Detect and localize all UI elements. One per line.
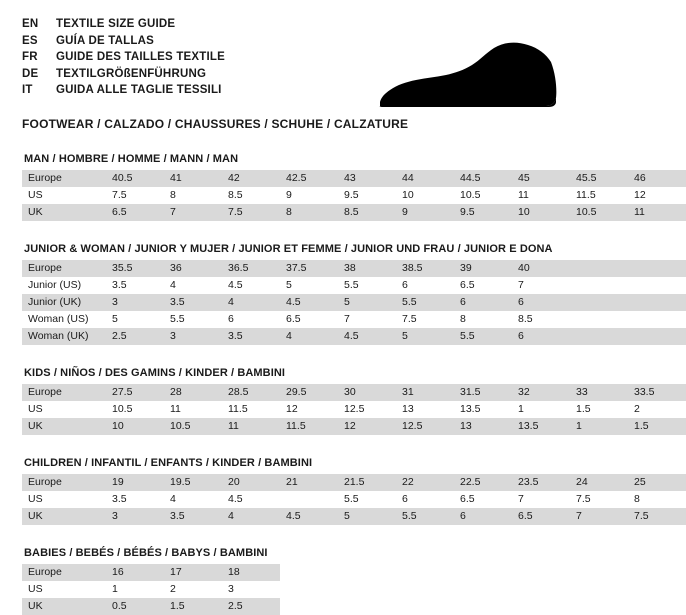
- cell: 6: [512, 294, 570, 311]
- section-title: KIDS / NIÑOS / DES GAMINS / KINDER / BAMBINI: [24, 366, 286, 379]
- cell: 4: [222, 294, 280, 311]
- language-row: [22, 49, 225, 66]
- cell: 5.5: [396, 294, 454, 311]
- cell: 37.5: [280, 260, 338, 277]
- cell: 6.5: [454, 277, 512, 294]
- cell: 28: [164, 384, 222, 401]
- cell: 21: [280, 474, 338, 491]
- cell: 11: [222, 418, 280, 435]
- table-row: [22, 260, 686, 277]
- cell: 42: [222, 170, 280, 187]
- cell: [570, 260, 628, 277]
- cell: 4: [222, 508, 280, 525]
- cell: 32: [512, 384, 570, 401]
- section-babies: [22, 547, 578, 615]
- cell: 22.5: [454, 474, 512, 491]
- row-label: US: [22, 581, 106, 598]
- cell: 7.5: [222, 204, 280, 221]
- cell: 5.5: [338, 277, 396, 294]
- cell: 46: [628, 170, 686, 187]
- table-row: [22, 277, 686, 294]
- cell: [628, 294, 686, 311]
- cell: 6: [512, 328, 570, 345]
- cell: 2: [164, 581, 222, 598]
- cell: 19: [106, 474, 164, 491]
- size-table-man: [22, 170, 686, 221]
- section-title: CHILDREN / INFANTIL / ENFANTS / KINDER / BAMBINI: [24, 456, 313, 469]
- language-title: TEXTILGRÖßENFÜHRUNG: [56, 67, 207, 80]
- cell: 19.5: [164, 474, 222, 491]
- cell: 6.5: [512, 508, 570, 525]
- cell: 1: [106, 581, 164, 598]
- cell: 4: [280, 328, 338, 345]
- table-row: [22, 508, 686, 525]
- cell: 0.5: [106, 598, 164, 615]
- table-row: [22, 384, 686, 401]
- row-label: UK: [22, 418, 106, 435]
- cell: 44.5: [454, 170, 512, 187]
- cell: 13: [454, 418, 512, 435]
- cell: 44: [396, 170, 454, 187]
- cell: 9.5: [338, 187, 396, 204]
- row-label: Europe: [22, 260, 106, 277]
- cell: 40: [512, 260, 570, 277]
- cell: 4.5: [222, 277, 280, 294]
- size-table-junior-woman: [22, 260, 686, 345]
- cell: 5.5: [454, 328, 512, 345]
- section-title: BABIES / BEBÉS / BÉBÉS / BABYS / BAMBINI: [24, 546, 268, 559]
- cell: 10: [106, 418, 164, 435]
- cell: 9: [280, 187, 338, 204]
- cell: 40.5: [106, 170, 164, 187]
- table-row: [22, 598, 280, 615]
- section-children: [22, 456, 649, 525]
- language-code: FR: [22, 51, 38, 63]
- cell: 29.5: [280, 384, 338, 401]
- cell: 45.5: [570, 170, 628, 187]
- cell: 13.5: [512, 418, 570, 435]
- row-label: US: [22, 491, 106, 508]
- cell: [280, 491, 338, 508]
- cell: 3: [106, 294, 164, 311]
- cell: 41: [164, 170, 222, 187]
- cell: 11.5: [570, 187, 628, 204]
- cell: 21.5: [338, 474, 396, 491]
- cell: 6: [396, 491, 454, 508]
- cell: 8.5: [338, 204, 396, 221]
- cell: 4.5: [222, 491, 280, 508]
- cell: 6.5: [280, 311, 338, 328]
- section-man: [22, 152, 646, 221]
- cell: 13.5: [454, 401, 512, 418]
- language-row: [22, 82, 225, 99]
- table-row: [22, 311, 686, 328]
- cell: 13: [396, 401, 454, 418]
- cell: 22: [396, 474, 454, 491]
- table-row: [22, 204, 686, 221]
- cell: 6: [454, 294, 512, 311]
- table-row: [22, 564, 280, 581]
- language-title-list: [22, 16, 225, 99]
- cell: 1.5: [628, 418, 686, 435]
- cell: 17: [164, 564, 222, 581]
- section-title: JUNIOR & WOMAN / JUNIOR Y MUJER / JUNIOR ET FEMME / JUNIOR UND FRAU / JUNIOR E DONA: [24, 242, 553, 255]
- language-code: ES: [22, 34, 38, 47]
- table-row: [22, 474, 686, 491]
- dress-shoe-icon: [370, 32, 560, 112]
- language-code: EN: [22, 18, 39, 30]
- row-label: Europe: [22, 384, 106, 401]
- cell: 6: [396, 277, 454, 294]
- cell: 6.5: [454, 491, 512, 508]
- table-row: [22, 491, 686, 508]
- cell: 27.5: [106, 384, 164, 401]
- cell: 10.5: [570, 204, 628, 221]
- cell: 28.5: [222, 384, 280, 401]
- table-row: [22, 328, 686, 345]
- cell: 39: [454, 260, 512, 277]
- language-title: TEXTILE SIZE GUIDE: [56, 18, 176, 30]
- cell: 7: [164, 204, 222, 221]
- size-table-children: [22, 474, 686, 525]
- cell: 2.5: [106, 328, 164, 345]
- cell: 3.5: [106, 491, 164, 508]
- table-row: [22, 581, 280, 598]
- cell: 5: [396, 328, 454, 345]
- cell: 6: [222, 311, 280, 328]
- cell: 3: [106, 508, 164, 525]
- cell: 23.5: [512, 474, 570, 491]
- row-label: Europe: [22, 474, 106, 491]
- cell: 7: [570, 508, 628, 525]
- cell: 5: [338, 508, 396, 525]
- row-label: US: [22, 401, 106, 418]
- cell: 38.5: [396, 260, 454, 277]
- cell: 8: [280, 204, 338, 221]
- cell: 7: [338, 311, 396, 328]
- cell: 12: [280, 401, 338, 418]
- cell: 8: [454, 311, 512, 328]
- language-title: GUIDE DES TAILLES TEXTILE: [56, 51, 225, 63]
- section-junior-woman: [22, 243, 578, 345]
- cell: 1.5: [570, 401, 628, 418]
- cell: 5: [338, 294, 396, 311]
- cell: 3.5: [222, 328, 280, 345]
- row-label: Woman (US): [22, 311, 106, 328]
- row-label: UK: [22, 204, 106, 221]
- cell: 9: [396, 204, 454, 221]
- cell: 12.5: [338, 401, 396, 418]
- cell: 45: [512, 170, 570, 187]
- cell: 5.5: [338, 491, 396, 508]
- table-row: [22, 418, 686, 435]
- cell: 33: [570, 384, 628, 401]
- cell: 3.5: [106, 277, 164, 294]
- cell: 4: [164, 277, 222, 294]
- cell: 8: [628, 491, 686, 508]
- table-row: [22, 294, 686, 311]
- language-row: [22, 16, 225, 33]
- row-label: Woman (UK): [22, 328, 106, 345]
- cell: 7.5: [106, 187, 164, 204]
- cell: 8.5: [222, 187, 280, 204]
- cell: 3.5: [164, 294, 222, 311]
- cell: 1: [570, 418, 628, 435]
- cell: [570, 277, 628, 294]
- cell: 11: [512, 187, 570, 204]
- row-label: Europe: [22, 170, 106, 187]
- size-table-kids: [22, 384, 686, 435]
- row-label: Junior (US): [22, 277, 106, 294]
- cell: 3.5: [164, 508, 222, 525]
- cell: 8: [164, 187, 222, 204]
- cell: [628, 277, 686, 294]
- cell: 5.5: [396, 508, 454, 525]
- category-line: FOOTWEAR / CALZADO / CHAUSSURES / SCHUHE / CALZATURE: [22, 116, 409, 131]
- cell: 33.5: [628, 384, 686, 401]
- cell: 7: [512, 277, 570, 294]
- row-label: Junior (UK): [22, 294, 106, 311]
- cell: 25: [628, 474, 686, 491]
- row-label: UK: [22, 598, 106, 615]
- cell: 4: [164, 491, 222, 508]
- row-label: Europe: [22, 564, 106, 581]
- cell: 11: [628, 204, 686, 221]
- cell: 9.5: [454, 204, 512, 221]
- cell: 7: [512, 491, 570, 508]
- cell: 1.5: [164, 598, 222, 615]
- cell: 4.5: [280, 508, 338, 525]
- cell: 5: [106, 311, 164, 328]
- table-row: [22, 170, 686, 187]
- cell: 5.5: [164, 311, 222, 328]
- cell: 2.5: [222, 598, 280, 615]
- cell: 7.5: [570, 491, 628, 508]
- cell: [628, 328, 686, 345]
- cell: 24: [570, 474, 628, 491]
- cell: 43: [338, 170, 396, 187]
- cell: 12: [338, 418, 396, 435]
- cell: 36.5: [222, 260, 280, 277]
- cell: 36: [164, 260, 222, 277]
- cell: 11.5: [280, 418, 338, 435]
- cell: 3: [164, 328, 222, 345]
- language-title: GUIDA ALLE TAGLIE TESSILI: [56, 84, 222, 96]
- language-code: DE: [22, 67, 39, 80]
- cell: 18: [222, 564, 280, 581]
- cell: [628, 311, 686, 328]
- cell: 10.5: [164, 418, 222, 435]
- cell: 6.5: [106, 204, 164, 221]
- cell: 3: [222, 581, 280, 598]
- language-code: IT: [22, 84, 33, 96]
- cell: 31: [396, 384, 454, 401]
- cell: 30: [338, 384, 396, 401]
- cell: [570, 294, 628, 311]
- cell: 12.5: [396, 418, 454, 435]
- cell: 10.5: [106, 401, 164, 418]
- cell: 1: [512, 401, 570, 418]
- cell: 7.5: [396, 311, 454, 328]
- cell: [570, 311, 628, 328]
- cell: 11: [164, 401, 222, 418]
- cell: 16: [106, 564, 164, 581]
- cell: [570, 328, 628, 345]
- cell: 10: [512, 204, 570, 221]
- cell: 12: [628, 187, 686, 204]
- section-title: MAN / HOMBRE / HOMME / MANN / MAN: [24, 152, 239, 165]
- cell: 6: [454, 508, 512, 525]
- section-kids: [22, 366, 655, 435]
- cell: 38: [338, 260, 396, 277]
- cell: 5: [280, 277, 338, 294]
- row-label: UK: [22, 508, 106, 525]
- cell: 20: [222, 474, 280, 491]
- cell: 10: [396, 187, 454, 204]
- header: [22, 16, 578, 99]
- cell: 10.5: [454, 187, 512, 204]
- cell: 35.5: [106, 260, 164, 277]
- cell: [628, 260, 686, 277]
- language-title: GUÍA DE TALLAS: [56, 34, 154, 47]
- cell: 31.5: [454, 384, 512, 401]
- language-row: [22, 33, 225, 50]
- row-label: US: [22, 187, 106, 204]
- cell: 4.5: [280, 294, 338, 311]
- cell: 7.5: [628, 508, 686, 525]
- cell: 11.5: [222, 401, 280, 418]
- language-row: [22, 66, 225, 83]
- cell: 4.5: [338, 328, 396, 345]
- table-row: [22, 401, 686, 418]
- size-table-babies: [22, 564, 280, 615]
- table-row: [22, 187, 686, 204]
- cell: 8.5: [512, 311, 570, 328]
- cell: 2: [628, 401, 686, 418]
- cell: 42.5: [280, 170, 338, 187]
